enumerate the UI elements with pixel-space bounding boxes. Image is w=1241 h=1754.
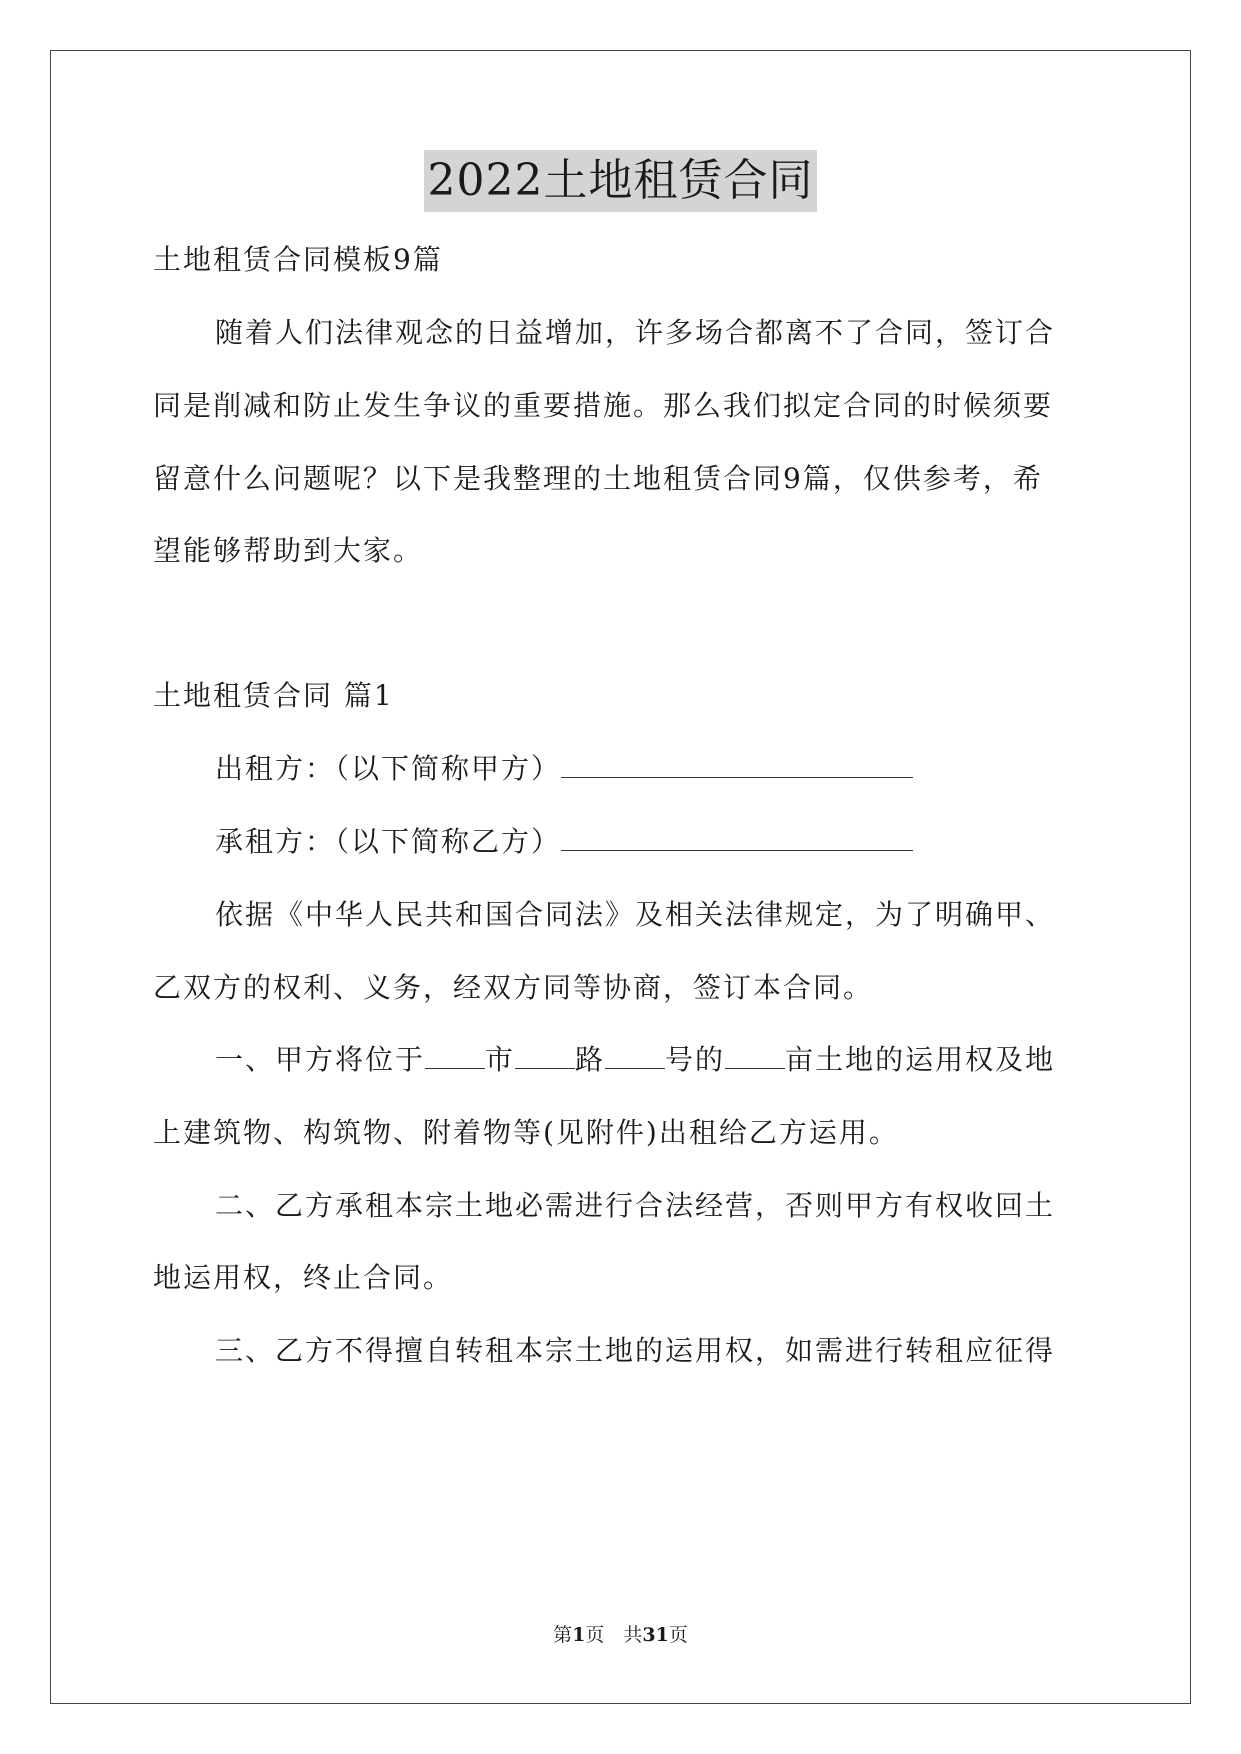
lessee-line (215, 822, 913, 862)
clause-1-text-e: 亩土地的运用权及地 (785, 1043, 1056, 1076)
clause-1-line-2: 上建筑物、构筑物、附着物等(见附件)出租给乙方运用。 (153, 1116, 899, 1149)
title-container (0, 150, 1241, 212)
intro-line-3: 留意什么问题呢？以下是我整理的土地租赁合同9篇，仅供参考，希 (153, 462, 1043, 495)
basis-line-2: 乙双方的权利、义务，经双方同等协商，签订本合同。 (153, 971, 874, 1004)
footer-prefix: 第 (553, 1624, 573, 1646)
footer-middle: 页 共 (585, 1624, 643, 1646)
basis-line-1: 依据《中华人民共和国合同法》及相关法律规定，为了明确甲、 (215, 898, 1056, 931)
intro-line-2: 同是削减和防止发生争议的重要措施。那么我们拟定合同的时候须要 (153, 389, 1054, 422)
section-heading: 土地租赁合同 篇1 (153, 679, 394, 712)
document-title: 2022土地租赁合同 (424, 150, 818, 212)
clause-1-text-c: 路 (575, 1043, 606, 1076)
clause-1-text-b: 市 (485, 1043, 516, 1076)
clause-2-line-2: 地运用权，终止合同。 (153, 1261, 454, 1294)
lessee-label: 承租方：（以下简称乙方） (215, 825, 562, 858)
subtitle: 土地租赁合同模板9篇 (153, 243, 443, 276)
lessor-line (215, 749, 913, 789)
clause-2-line-1: 二、乙方承租本宗土地必需进行合法经营，否则甲方有权收回土 (215, 1189, 1056, 1222)
lessor-label: 出租方：（以下简称甲方） (215, 752, 562, 785)
clause-1-text-d: 号的 (665, 1043, 726, 1076)
clause-1-text-a: 一、甲方将位于 (215, 1043, 426, 1076)
page-border (50, 50, 1191, 1704)
area-blank[interactable] (725, 1042, 785, 1069)
footer-total-pages: 31 (642, 1624, 669, 1646)
clause-3-line-1: 三、乙方不得擅自转租本宗土地的运用权，如需进行转租应征得 (215, 1334, 1056, 1367)
lessor-name-blank[interactable] (561, 751, 913, 778)
intro-line-4: 望能够帮助到大家。 (153, 534, 424, 567)
footer-page-number: 1 (572, 1624, 586, 1646)
page-footer (0, 1622, 1241, 1648)
intro-line-1: 随着人们法律观念的日益增加，许多场合都离不了合同，签订合 (215, 316, 1056, 349)
footer-suffix: 页 (668, 1624, 688, 1646)
number-blank[interactable] (605, 1042, 665, 1069)
city-blank[interactable] (425, 1042, 485, 1069)
lessee-name-blank[interactable] (561, 824, 913, 851)
clause-1-line-1 (215, 1040, 1055, 1080)
road-blank[interactable] (515, 1042, 575, 1069)
